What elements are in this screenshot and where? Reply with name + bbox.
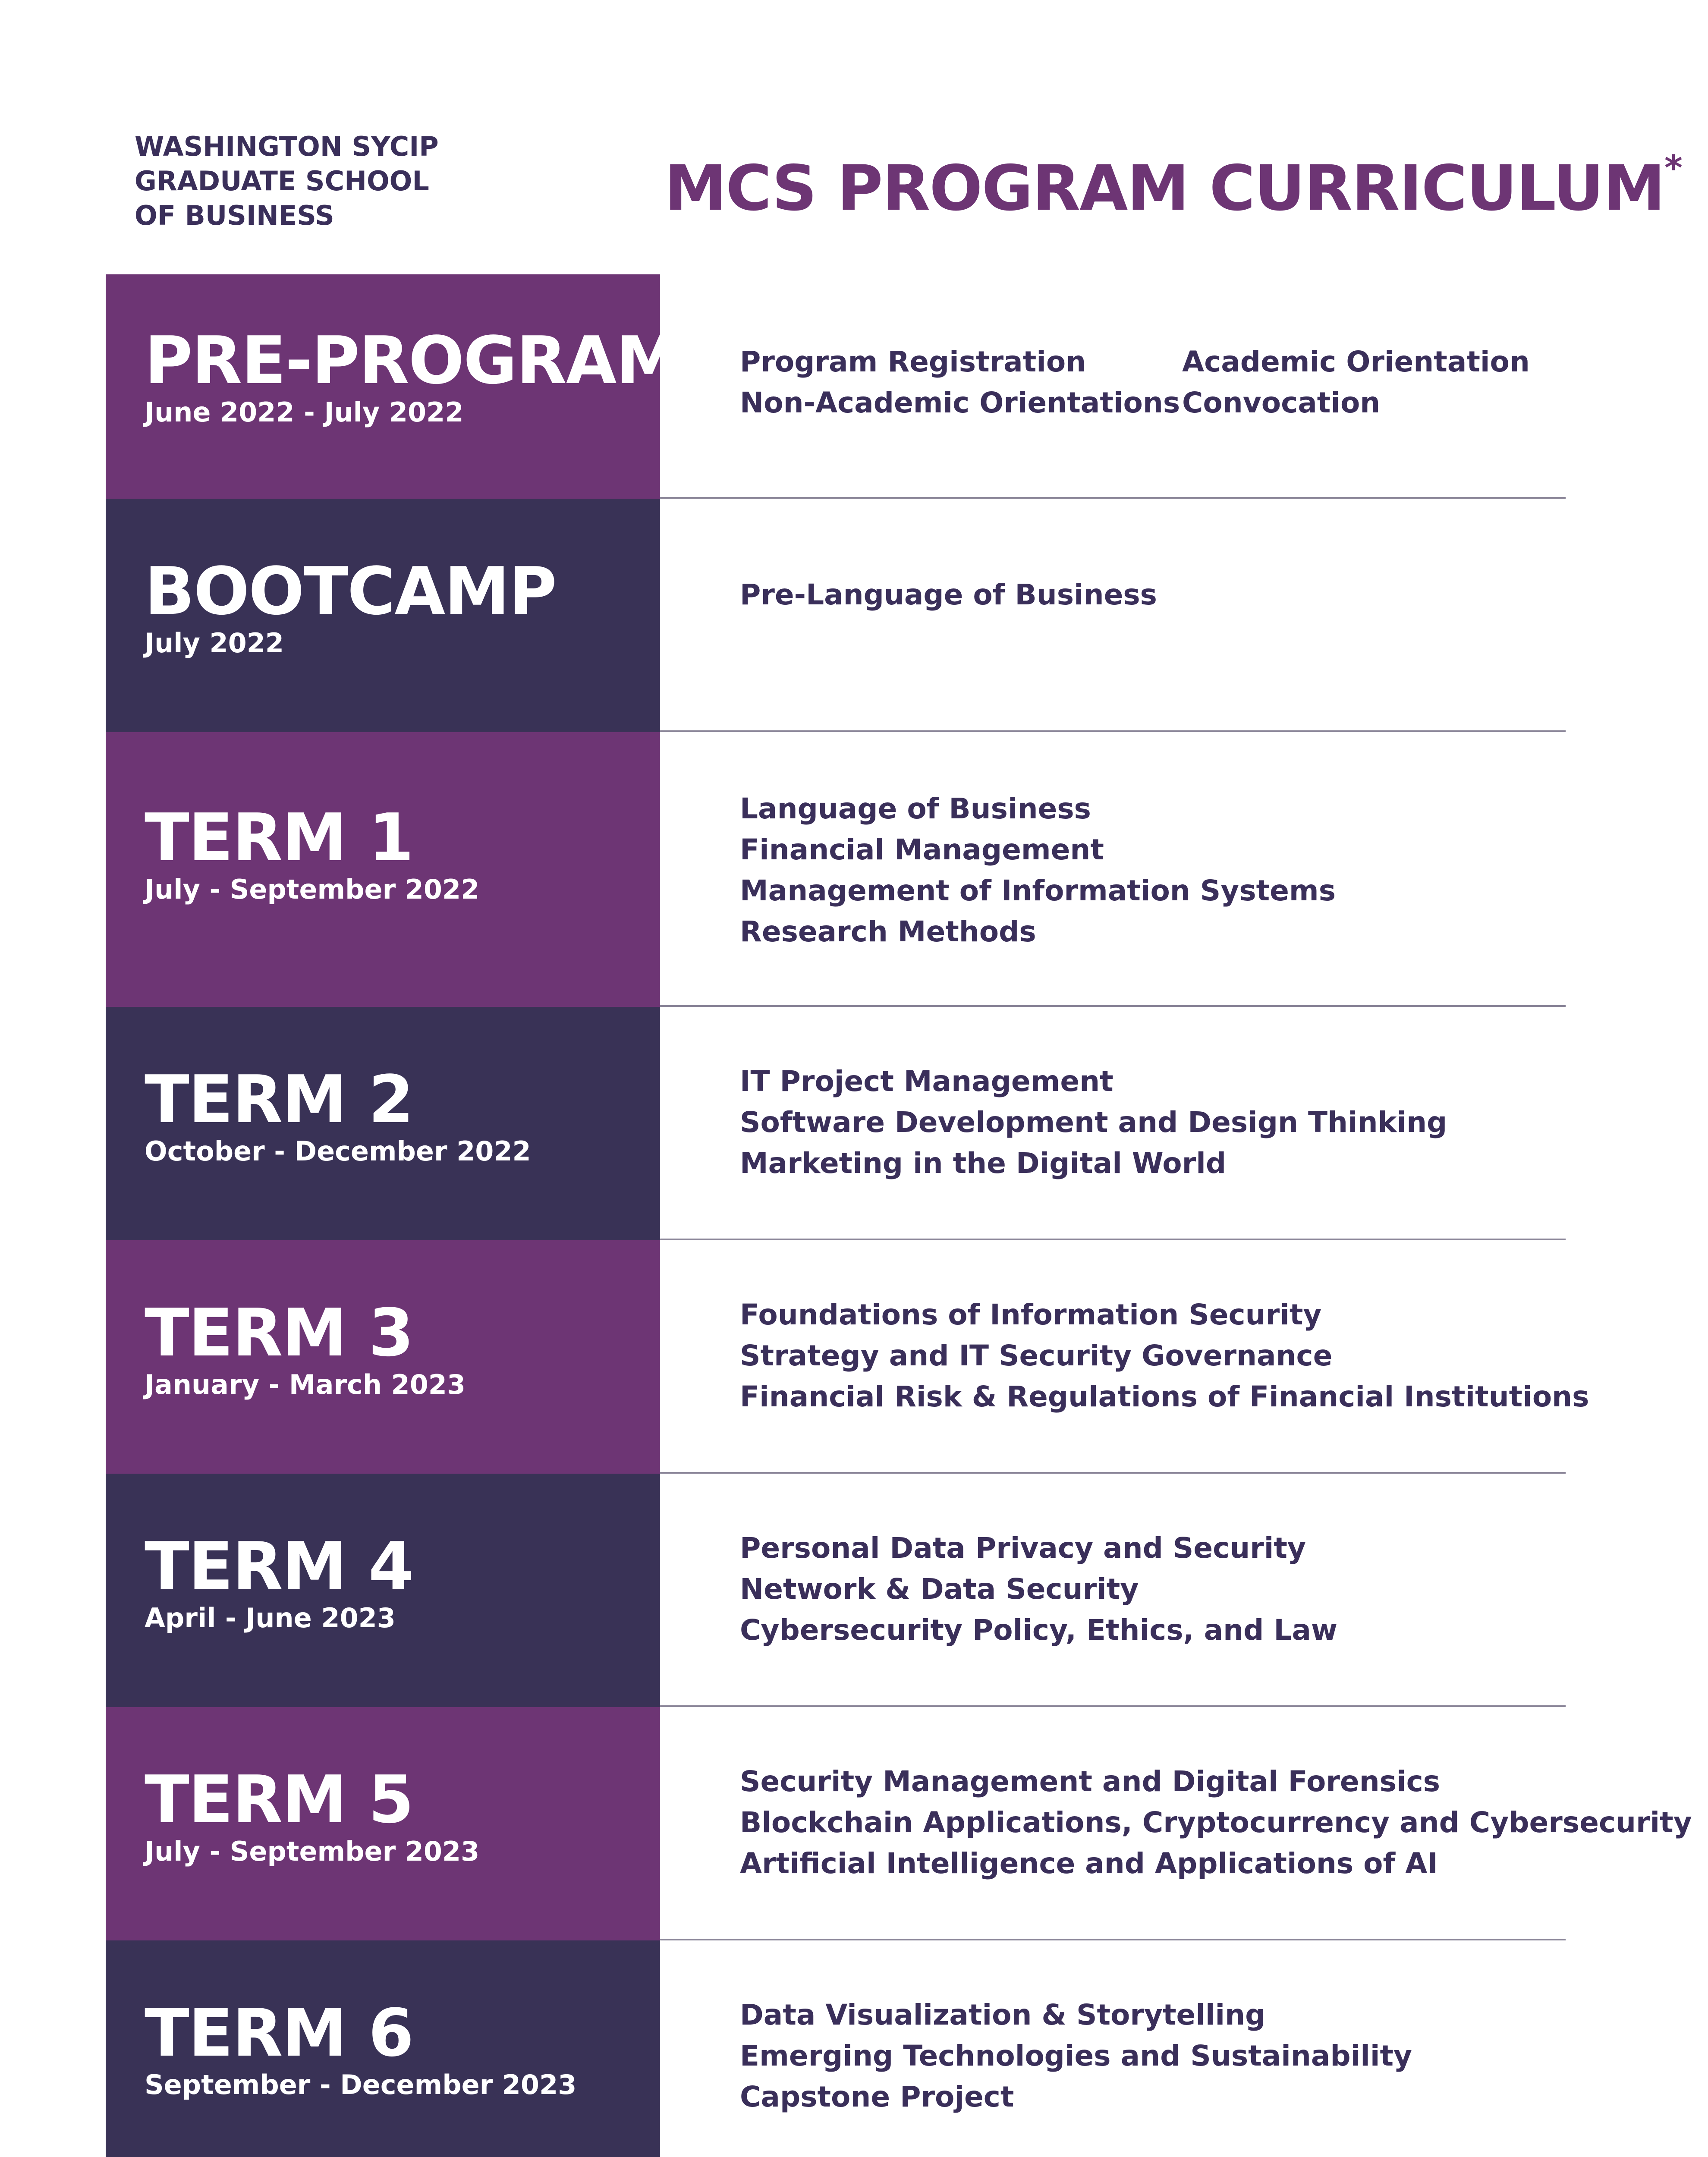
school-name-line: OF BUSINESS [135,200,334,231]
course-item: Program Registration [740,345,1086,378]
course-item: Academic Orientation [1182,345,1530,378]
phase-dates: July - September 2023 [145,1836,480,1867]
phase-row-term-2 [106,1007,1566,1240]
course-item: Strategy and IT Security Governance [740,1339,1333,1372]
phase-name: TERM 5 [145,1761,413,1838]
course-item: Pre-Language of Business [740,578,1157,611]
course-item: Security Management and Digital Forensics [740,1765,1440,1798]
phase-row-pre-program [106,274,1566,499]
course-item: Marketing in the Digital World [740,1147,1227,1180]
phase-label [106,1007,660,1240]
course-item: Financial Management [740,833,1104,866]
phase-row-term-6 [106,1940,1566,2157]
phase-label [106,499,660,732]
phase-dates: July - September 2022 [145,874,480,905]
page-title-text: MCS PROGRAM CURRICULUM [664,152,1664,225]
course-list [740,1994,1412,2117]
course-item: Capstone Project [740,2080,1014,2113]
phase-label [106,1240,660,1474]
page-title [664,142,1682,223]
course-item: Software Development and Design Thinking [740,1106,1447,1139]
curriculum-table [106,274,1692,2157]
phase-row-term-3 [106,1240,1589,1474]
phase-label [106,274,680,499]
phase-dates: June 2022 - July 2022 [145,396,464,428]
phase-name: TERM 3 [145,1295,413,1371]
course-item: Artificial Intelligence and Applications of AI [740,1847,1438,1880]
course-item: Personal Data Privacy and Security [740,1531,1306,1565]
phase-label [106,732,660,1007]
phase-row-term-5 [106,1707,1692,1940]
course-list [740,1761,1692,1884]
course-list [740,1061,1447,1184]
phase-name: TERM 4 [145,1528,413,1604]
course-item: Emerging Technologies and Sustainability [740,2039,1412,2072]
phase-dates: September - December 2023 [145,2069,577,2100]
phase-dates: October - December 2022 [145,1135,531,1167]
school-name-line: GRADUATE SCHOOL [135,165,429,197]
phase-name: TERM 2 [145,1061,413,1138]
course-item: Management of Information Systems [740,874,1336,907]
course-item: Convocation [1182,386,1381,419]
course-item: Financial Risk & Regulations of Financial Institutions [740,1380,1589,1413]
title-asterisk: * [1664,148,1682,188]
phase-name: TERM 1 [145,799,413,876]
phase-dates: July 2022 [145,627,284,659]
course-list [740,1528,1337,1651]
course-list [740,574,1157,615]
course-item: Foundations of Information Security [740,1298,1322,1331]
phase-label [106,1707,660,1940]
phase-label [106,1474,660,1707]
phase-row-term-4 [106,1474,1566,1707]
course-item: Research Methods [740,915,1036,948]
school-name-line: WASHINGTON SYCIP [135,131,439,162]
phase-name: PRE-PROGRAM [145,322,680,399]
course-item: Blockchain Applications, Cryptocurrency and Cybersecurity [740,1806,1692,1839]
course-item: IT Project Management [740,1065,1114,1098]
course-item: Non-Academic Orientations [740,386,1180,419]
phase-name: BOOTCAMP [145,553,556,629]
course-list [740,1294,1589,1417]
phase-row-bootcamp [106,499,1566,732]
phase-dates: April - June 2023 [145,1602,396,1634]
course-item: Language of Business [740,792,1091,825]
course-item: Cybersecurity Policy, Ethics, and Law [740,1613,1337,1647]
course-item: Network & Data Security [740,1572,1139,1606]
course-list [740,788,1336,952]
phase-dates: January - March 2023 [145,1369,466,1400]
school-name [135,129,439,233]
phase-label [106,1940,660,2157]
phase-row-term-1 [106,732,1566,1007]
course-item: Data Visualization & Storytelling [740,1998,1266,2031]
phase-name: TERM 6 [145,1995,413,2071]
